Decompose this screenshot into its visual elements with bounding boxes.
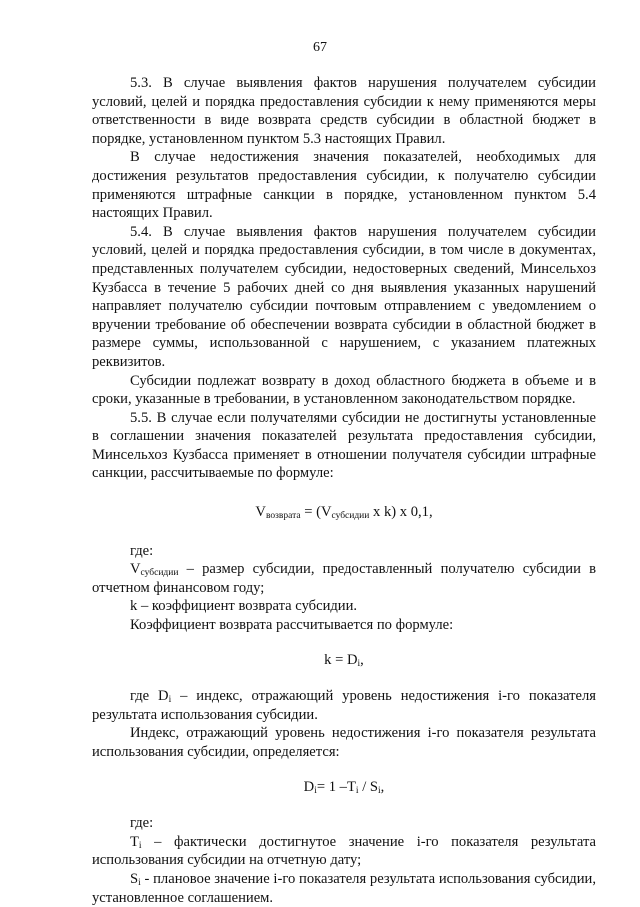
definition-k: k – коэффициент возврата субсидии. <box>130 598 358 615</box>
coefficient-intro: Коэффициент возврата рассчитывается по формуле: <box>130 617 454 634</box>
paragraph-refund: Субсидии подлежат возврату в доход областного бюджета в объеме и в сроки, указанные в требовании, в установленном законодательством порядке. <box>92 372 596 408</box>
paragraph-5-3: 5.3. В случае выявления фактов нарушения получателем субсидии условий, целей и порядка предоставления субсидии к нему применяются меры ответственности в виде возврата средств субсидии в областной бюджет в порядке, установленном пунктом 5.3 настоящих Правил. <box>92 75 596 147</box>
index-intro: Индекс, отражающий уровень недостижения i-го показателя результата использования субсидии, определяется: <box>92 725 596 760</box>
paragraph-5-4: 5.4. В случае выявления фактов нарушения получателем субсидии условий, целей и порядка предоставления субсидии, в том числе в документах, представленных получателем субсидии, недостоверных сведений, Минсельхоз Кузбасса в течение 5 рабочих дней со дня выявления указанных нарушений направляет получателю субсидии почтовым отправлением с уведомлением о вручении требование об обеспечении возврата субсидии в областной бюджет в размере суммы, использованной с нарушением, с указанием платежных реквизитов. <box>92 223 596 370</box>
definition-s: $S_i$ - плановое значение i-го показателя результата использования субсидии, установленное соглашением. <box>92 870 596 906</box>
formula-index: $D_i= 1$ $-T_i / S_i$, <box>303 778 385 796</box>
formula-refund: $V_{возврата} = (V_{субсидии}$ х k) х 0,1, <box>255 504 433 522</box>
where-label-2: где: <box>130 815 154 832</box>
definition-d: где $D_i$ – индекс, отражающий уровень недостижения i-го показателя результата использования субсидии. <box>92 688 596 723</box>
paragraph-shortfall: В случае недостижения значения показателей, необходимых для достижения результатов предоставления субсидии, к получателю субсидии применяются штрафные санкции в порядке, установленном пунктом 5.4 настоящих Правил. <box>92 149 596 222</box>
definition-t: $T_i$ – фактически достигнутое значение i-го показателя результата использования субсидии на отчетную дату; <box>92 833 596 869</box>
where-label: где: <box>130 542 154 559</box>
document-body <box>92 74 596 907</box>
paragraph-5-5: 5.5. В случае если получателями субсидии не достигнуты установленные в соглашении значения показателей результата предоставления субсидии, Минсельхоз Кузбасса применяет в отношении получателя субсидии штрафные санкции, рассчитываемые по формуле: <box>92 409 596 482</box>
definition-v: $V_{субсидии}$ – размер субсидии, предоставленный получателю субсидии в отчетном финансовом году; <box>92 561 596 596</box>
formula-coefficient: $k = D_i$, <box>324 651 364 669</box>
page-number: 67 <box>313 40 327 55</box>
